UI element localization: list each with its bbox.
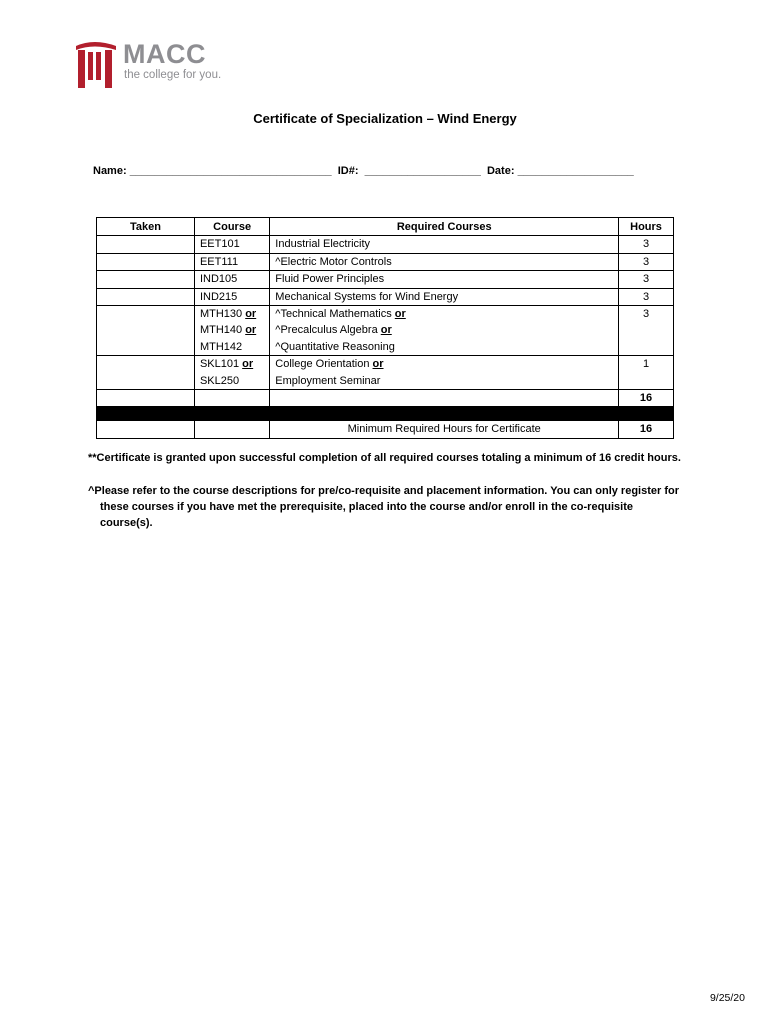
course-hours: 3 [619, 271, 674, 288]
page-title: Certificate of Specialization – Wind Energy [253, 111, 517, 126]
course-hours: 3 [619, 306, 674, 356]
or-label: or [394, 308, 406, 321]
id-label: ID#: [337, 165, 359, 177]
prerequisite-note-line: course(s). [100, 517, 153, 529]
course-name: Fluid Power Principles [270, 271, 619, 288]
course-name-group [270, 306, 619, 356]
date-field[interactable]: ___________________ [517, 165, 634, 177]
or-label: or [380, 324, 392, 337]
logo-tagline: the college for you. [124, 69, 222, 81]
or-label: or [242, 358, 254, 371]
header-required-courses: Required Courses [270, 218, 619, 236]
name-label: Name: [93, 165, 127, 177]
course-name: ^Technical Mathematics [275, 308, 392, 321]
taken-cell[interactable] [97, 356, 195, 390]
header-taken: Taken [97, 218, 195, 236]
course-name: College Orientation [275, 358, 370, 371]
course-code-group [194, 356, 269, 390]
macc-logo [74, 38, 224, 92]
course-code: IND215 [194, 288, 269, 305]
course-name: ^Quantitative Reasoning [275, 340, 395, 353]
prerequisite-note-line: ^Please refer to the course descriptions for pre/co-requisite and placement information. You can only register for [88, 485, 679, 497]
taken-cell[interactable] [97, 271, 195, 288]
macc-logo-mark-icon [74, 38, 118, 90]
id-field[interactable]: ___________________ [364, 165, 481, 177]
table-header-row [97, 218, 674, 236]
required-courses-table [96, 217, 674, 439]
table-row [97, 306, 674, 356]
table-row [97, 271, 674, 288]
table-row [97, 253, 674, 270]
course-code-group [194, 306, 269, 356]
minimum-hours-row [97, 421, 674, 438]
black-divider [97, 407, 674, 421]
table-row [97, 288, 674, 305]
prerequisite-note-line: these courses if you have met the prerequisite, placed into the course and/or enroll in the co-requisite [100, 501, 634, 513]
logo-name: MACC [123, 39, 206, 69]
course-code: SKL250 [199, 374, 240, 387]
taken-cell[interactable] [97, 306, 195, 356]
course-name-group [270, 356, 619, 390]
or-label: or [245, 324, 257, 337]
course-name: Employment Seminar [275, 374, 381, 387]
subtotal-row [97, 390, 674, 407]
course-hours: 1 [619, 356, 674, 390]
blank-cell [270, 390, 619, 407]
blank-cell [97, 390, 195, 407]
course-hours: 3 [619, 288, 674, 305]
divider-row [97, 407, 674, 421]
course-code: MTH142 [199, 340, 243, 353]
taken-cell[interactable] [97, 253, 195, 270]
prerequisite-note [88, 483, 688, 531]
course-code: MTH140 [199, 324, 243, 337]
course-name: Mechanical Systems for Wind Energy [270, 288, 619, 305]
course-code: EET111 [194, 253, 269, 270]
blank-cell [97, 421, 195, 438]
or-label: or [372, 358, 384, 371]
or-label: or [245, 308, 257, 321]
minimum-hours-value: 16 [619, 421, 674, 438]
course-code: SKL101 [199, 358, 240, 371]
subtotal-hours: 16 [619, 390, 674, 407]
course-code: IND105 [194, 271, 269, 288]
revision-date: 9/25/20 [709, 992, 745, 1004]
student-info-row [93, 164, 634, 178]
date-label: Date: [486, 165, 515, 177]
table-row [97, 236, 674, 253]
course-code: MTH130 [199, 308, 243, 321]
certificate-note: **Certificate is granted upon successful completion of all required courses totaling a minimum of 16 credit hours. [88, 452, 681, 464]
taken-cell[interactable] [97, 288, 195, 305]
name-field[interactable]: _________________________________ [129, 165, 332, 177]
course-code: EET101 [194, 236, 269, 253]
blank-cell [194, 390, 269, 407]
table-row [97, 356, 674, 390]
taken-cell[interactable] [97, 236, 195, 253]
blank-cell [194, 421, 269, 438]
course-hours: 3 [619, 253, 674, 270]
course-hours: 3 [619, 236, 674, 253]
course-name: ^Precalculus Algebra [275, 324, 378, 337]
course-name: ^Electric Motor Controls [270, 253, 619, 270]
header-course: Course [194, 218, 269, 236]
minimum-hours-label: Minimum Required Hours for Certificate [270, 421, 619, 438]
course-name: Industrial Electricity [270, 236, 619, 253]
header-hours: Hours [619, 218, 674, 236]
